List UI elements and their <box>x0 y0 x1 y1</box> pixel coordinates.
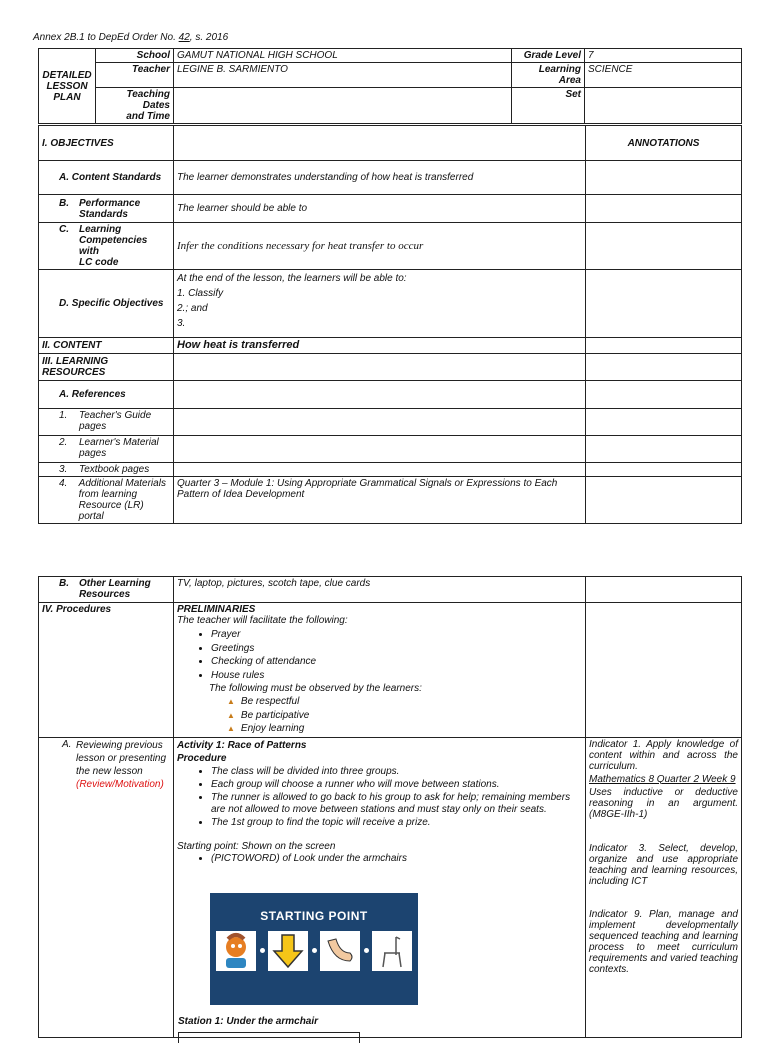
label-line: Teacher's Guide <box>79 410 152 421</box>
resources-empty <box>174 354 586 381</box>
annotation-indicator-9: Indicator 9. Plan, manage and implement developmentally sequenced teaching and learning process to meet curriculum requirements and varied teaching contexts. <box>589 908 738 975</box>
learners-material-value <box>174 436 586 463</box>
learning-competencies-text: Infer the conditions necessary for heat transfer to occur <box>174 223 586 270</box>
annotation-indicator-3: Indicator 3. Select, develop, organize and use appropriate teaching and learning resources, including ICT <box>589 842 738 887</box>
station-title: Station 1: Under the armchair <box>178 1015 319 1027</box>
label-line: the new lesson <box>76 765 143 777</box>
review-annotations <box>586 737 742 1037</box>
area-label: Learning Area <box>512 63 585 88</box>
label-num: B. <box>59 197 69 209</box>
annex-prefix: Annex 2B.1 to DepEd Order No. <box>33 32 179 43</box>
dlp-line: LESSON <box>46 80 88 92</box>
teacher-value: LEGINE B. SARMIENTO <box>174 63 512 88</box>
learners-material-label <box>39 436 174 463</box>
list-item: ▲ Be respectful <box>227 695 582 709</box>
label-line: Reviewing previous <box>76 739 163 751</box>
annotation-cell <box>586 463 742 477</box>
annotation-cell <box>586 577 742 603</box>
annex-suffix: , s. 2016 <box>189 32 229 43</box>
label-num: 2. <box>59 437 68 448</box>
steps-list <box>177 765 582 830</box>
annotation-cell <box>586 381 742 409</box>
label-line: Learner's Material <box>79 437 159 448</box>
annotation-cell <box>586 436 742 463</box>
annotation-cell <box>586 338 742 354</box>
dlp-line: PLAN <box>53 91 81 103</box>
objective-line: 2.; and <box>177 303 208 314</box>
rules-list <box>177 695 582 736</box>
dates-value <box>174 88 512 124</box>
starting-point-card <box>210 893 418 1005</box>
header-table <box>38 48 742 124</box>
area-value: SCIENCE <box>585 63 742 88</box>
preliminaries-cell <box>174 603 586 738</box>
content-standards-text: The learner demonstrates understanding of how heat is transferred <box>174 161 586 195</box>
objectives-table <box>38 125 742 524</box>
station-box <box>178 1032 360 1043</box>
chair-icon <box>372 931 412 971</box>
teachers-guide-label <box>39 409 174 436</box>
dlp-line: DETAILED <box>42 69 92 81</box>
plus-icon <box>260 948 265 953</box>
activity-title: Activity 1: Race of Patterns <box>177 739 307 751</box>
label-num: B. <box>59 578 69 589</box>
label-line: LC code <box>78 257 119 268</box>
additional-materials-text: Quarter 3 – Module 1: Using Appropriate Grammatical Signals or Expressions to Each Pattern of Idea Development <box>174 477 586 524</box>
school-value: GAMUT NATIONAL HIGH SCHOOL <box>174 49 512 63</box>
list-item: • The 1st group to find the topic will receive a prize. <box>211 816 582 830</box>
learning-competencies-label <box>39 223 174 270</box>
down-arrow-icon <box>268 931 308 971</box>
label-num: A. <box>62 738 72 750</box>
label-line: Textbook pages <box>79 464 150 475</box>
arm-icon <box>320 931 360 971</box>
label-line: Performance <box>79 197 141 209</box>
annotation-cell <box>586 354 742 381</box>
label-num: 3. <box>59 464 68 475</box>
references-label: A. References <box>39 381 174 409</box>
objective-line: 3. <box>177 318 186 329</box>
annex-line <box>33 32 228 43</box>
annotation-cell <box>586 409 742 436</box>
list-item: • Greetings <box>211 642 582 656</box>
label-line: Additional Materials <box>78 478 166 489</box>
textbook-pages-label <box>39 463 174 477</box>
school-label: School <box>96 49 174 63</box>
annotation-reasoning: Uses inductive or deductive reasoning in an argument. (M8GE-IIh-1) <box>589 786 738 820</box>
list-item: • Checking of attendance <box>211 655 582 669</box>
label-line: from learning <box>78 489 138 500</box>
list-item: • The runner is allowed to go back to his group to ask for help; remaining members are not allowed to move between stations and must stay only on their seats. <box>211 792 582 816</box>
dates-line: Teaching Dates <box>126 89 170 111</box>
label-line: pages <box>79 448 107 459</box>
dates-line: and Time <box>126 111 170 122</box>
objectives-empty <box>174 126 586 161</box>
annex-number: 42 <box>178 32 190 43</box>
other-resources-label <box>39 577 174 603</box>
preliminaries-intro: The teacher will facilitate the following: <box>177 615 348 626</box>
annotation-cell <box>586 270 742 338</box>
pictoword-row <box>216 930 412 972</box>
list-item: ▲ Enjoy learning <box>227 722 582 736</box>
label-line: pages <box>79 421 107 432</box>
label-line: Competencies with <box>78 235 148 257</box>
card-title: STARTING POINT <box>260 908 368 923</box>
procedure-title: Procedure <box>177 752 227 764</box>
annotation-cell <box>586 161 742 195</box>
dates-label <box>96 88 174 124</box>
starting-point-text: Starting point: Shown on the screen <box>177 841 336 852</box>
performance-standards-text: The learner should be able to <box>174 195 586 223</box>
list-item: • Prayer <box>211 628 582 642</box>
dlp-label <box>39 49 96 124</box>
preliminaries-title: PRELIMINARIES <box>177 604 256 615</box>
review-activity-cell <box>174 737 586 1037</box>
label-line: Standards <box>79 208 128 220</box>
list-item: • (PICTOWORD) of Look under the armchairs <box>211 852 582 866</box>
review-motivation-label: (Review/Motivation) <box>76 778 164 790</box>
specific-objectives-text <box>174 270 586 338</box>
annotation-cell <box>586 603 742 738</box>
label-line: lesson or presenting <box>76 752 167 764</box>
grade-value: 7 <box>585 49 742 63</box>
thinking-boy-icon <box>216 931 256 971</box>
label-line: Resource (LR) portal <box>78 500 144 522</box>
teachers-guide-value <box>174 409 586 436</box>
list-item: • The class will be divided into three groups. <box>211 765 582 779</box>
review-label <box>39 737 174 1037</box>
grade-label: Grade Level <box>512 49 585 63</box>
list-item: • House rules <box>211 669 582 683</box>
objective-line: At the end of the lesson, the learners will be able to: <box>177 273 407 284</box>
set-value <box>585 88 742 124</box>
references-empty <box>174 381 586 409</box>
label-line: Resources <box>79 589 131 600</box>
annotation-math-8: Mathematics 8 Quarter 2 Week 9 <box>589 773 736 785</box>
objectives-heading: I. OBJECTIVES <box>39 126 174 161</box>
procedures-label: IV. Procedures <box>39 603 174 738</box>
performance-standards-label <box>39 195 174 223</box>
annotation-cell <box>586 223 742 270</box>
content-standards-label: A. Content Standards <box>39 161 174 195</box>
objective-line: 1. Classify <box>177 288 224 299</box>
label-num: C. <box>59 224 69 235</box>
label-line: Other Learning <box>79 578 151 589</box>
label-line: Learning <box>78 224 122 235</box>
list-item: ▲ Be participative <box>227 709 582 723</box>
other-resources-text: TV, laptop, pictures, scotch tape, clue cards <box>174 577 586 603</box>
rules-intro: The following must be observed by the learners: <box>209 683 422 694</box>
procedures-table <box>38 576 742 1038</box>
annotation-indicator-1: Indicator 1. Apply knowledge of content within and across the curriculum. <box>589 738 738 772</box>
annotation-cell <box>586 477 742 524</box>
specific-objectives-label: D. Specific Objectives <box>39 270 174 338</box>
teacher-label: Teacher <box>96 63 174 88</box>
set-label: Set <box>512 88 585 124</box>
pictoword-list <box>177 852 582 866</box>
preliminaries-list <box>177 628 582 682</box>
label-num: 4. <box>59 478 68 489</box>
plus-icon <box>312 948 317 953</box>
content-text: How heat is transferred <box>174 338 586 354</box>
learning-resources-label: III. LEARNING RESOURCES <box>39 354 174 381</box>
textbook-pages-value <box>174 463 586 477</box>
annotations-heading: ANNOTATIONS <box>586 126 742 161</box>
plus-icon <box>364 948 369 953</box>
additional-materials-label <box>39 477 174 524</box>
list-item: • Each group will choose a runner who will move between stations. <box>211 778 582 792</box>
annotation-cell <box>586 195 742 223</box>
content-label: II. CONTENT <box>39 338 174 354</box>
label-num: 1. <box>59 410 68 421</box>
